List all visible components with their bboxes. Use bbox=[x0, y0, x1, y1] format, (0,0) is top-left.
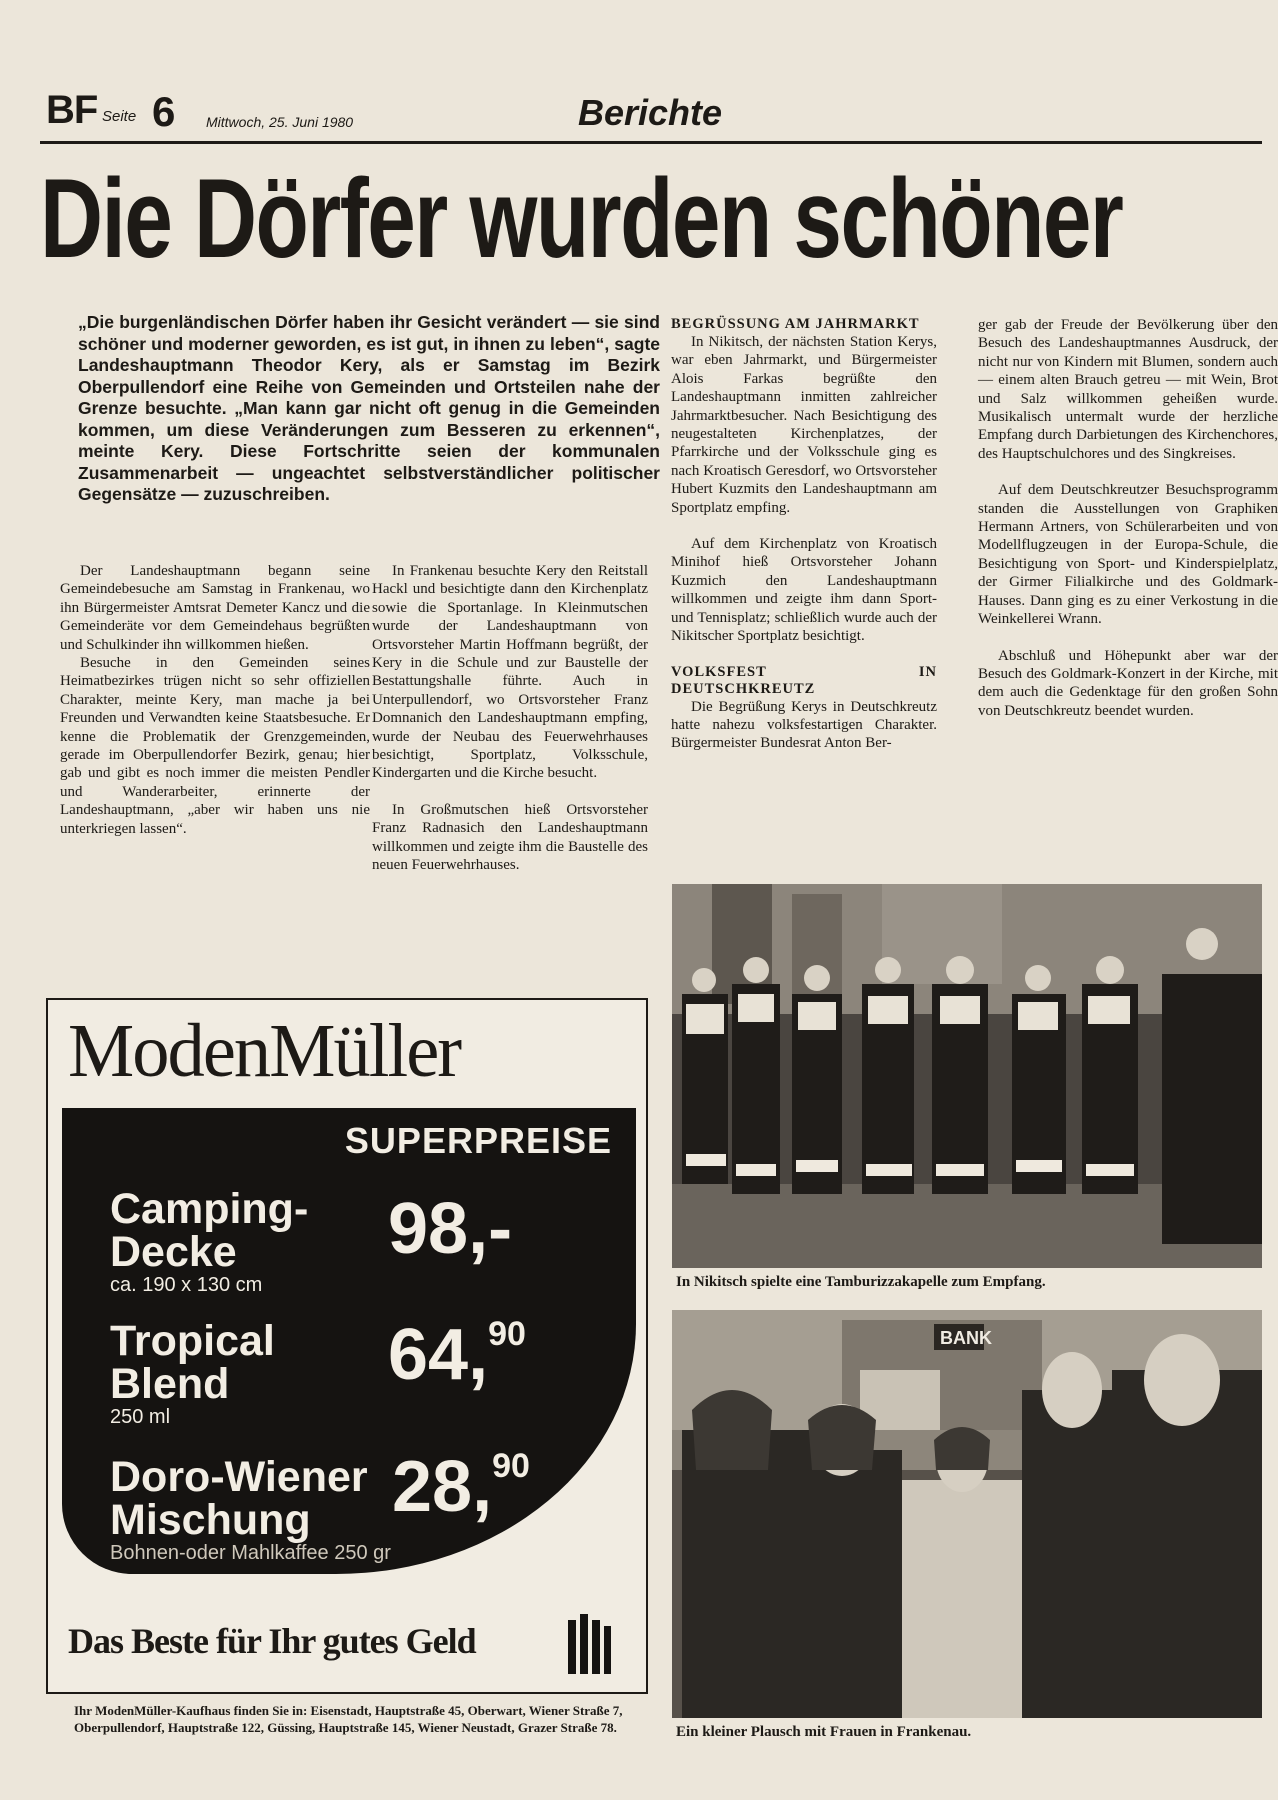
lead-paragraph: „Die burgenländischen Dörfer haben ihr Gesicht verändert — sie sind schöner und moderner geworden, es ist gut, in ihnen zu leben“, sagte Landeshauptmann Theodor Kery, als er Samstag im Bezirk Oberpullendorf eine Reihe von Gemeinden und Ortsteilen nahe der Grenze besuchte. „Man kann gar nicht oft genug in die Gemeinden kommen, um diese Veränderungen zum Besseren zu erkennen“, meinte Kery. Diese Fortschritte seien der kommunalen Zusammenarbeit — ungeachtet selbstverständlicher politischer Gegensätze — zuzuschreiben. bbox=[78, 312, 660, 504]
photo-image bbox=[672, 1310, 1262, 1718]
header-rule bbox=[40, 141, 1262, 144]
ad-superpreise: SUPERPREISE bbox=[344, 1120, 612, 1161]
paragraph: Besuche in den Gemeinden seines Heimatbezirkes trügen nicht so sehr offiziellen Charakter, meinte Kery, man mache ja bei Freunden und Verwandten keine Staatsbesuche. Er kenne die Problematik der Grenzgemeinden, gerade im Oberpullendorfer Bezirk, genau; hier gab und gibt es noch immer die meisten Pendler und Wanderarbeiter, erinnerte der Landeshauptmann, „aber wir haben uns nie unterkriegen lassen“. bbox=[60, 655, 370, 837]
advertisement bbox=[46, 998, 648, 1694]
section-title: Berichte bbox=[578, 92, 723, 133]
article-column-4 bbox=[978, 316, 1278, 720]
ad-item-price: 98,- bbox=[388, 1189, 513, 1269]
issue-date: Mittwoch, 25. Juni 1980 bbox=[206, 114, 354, 130]
ad-item-name: Tropical bbox=[110, 1317, 275, 1365]
ad-item bbox=[110, 1317, 275, 1429]
ad-price-main: 28, bbox=[392, 1447, 493, 1527]
paragraph: Abschluß und Höhepunkt aber war der Besuch des Goldmark-Konzert in der Kirche, mit dem auch die Gedenktage für den großen Sohn von Deutschkreutz beendet wurden. bbox=[978, 647, 1278, 719]
page-label: Seite bbox=[102, 108, 137, 125]
subheading: BEGRÜSSUNG AM JAHRMARKT bbox=[671, 316, 920, 332]
ad-item-price bbox=[388, 1314, 526, 1396]
ad-item-detail: 250 ml bbox=[110, 1406, 171, 1428]
ad-slogan: Das Beste für Ihr gutes Geld bbox=[68, 1621, 476, 1661]
paragraph: In Großmutschen hieß Ortsvorsteher Franz Radnasich den Landeshauptmann willkommen und zeigte ihm die Baustelle des neuen Feuerwehrhauses. bbox=[372, 801, 648, 874]
ad-price-panel bbox=[62, 1108, 636, 1574]
ad-price-cents: 90 bbox=[488, 1315, 526, 1353]
ad-item-name: Blend bbox=[110, 1360, 230, 1408]
ad-address-line: Ihr ModenMüller-Kaufhaus finden Sie in: Eisenstadt, Hauptstraße 45, Oberwart, Wiener Straße 7, Oberpullendorf, Hauptstraße 122, Güssing, Hauptstraße 145, Wiener Neustadt, Grazer Straße 78. bbox=[74, 1703, 623, 1735]
article-column-1 bbox=[60, 562, 370, 838]
ad-item bbox=[110, 1185, 309, 1297]
photo-caption: Ein kleiner Plausch mit Frauen in Frankenau. bbox=[676, 1724, 972, 1740]
ad-price-cents: 90 bbox=[492, 1447, 530, 1485]
paragraph: Auf dem Kirchenplatz von Kroatisch Minihof hieß Ortsvorsteher Johann Kuzmich den Landeshauptmann willkommen und zeigte ihm dann Sport- und Tennisplatz; schließlich wurde auch der Nikitscher Sportplatz besichtigt. bbox=[671, 536, 937, 645]
page-number: 6 bbox=[152, 88, 176, 135]
article-column-2 bbox=[372, 562, 648, 875]
photo-caption: In Nikitsch spielte eine Tamburizzakapelle zum Empfang. bbox=[676, 1274, 1046, 1290]
ad-item bbox=[110, 1453, 391, 1565]
newspaper-logo: BF bbox=[46, 88, 98, 132]
ad-brand: ModenMüller bbox=[68, 1009, 461, 1093]
ad-item-price bbox=[392, 1446, 530, 1528]
bank-sign: BANK bbox=[940, 1328, 992, 1348]
ad-price-main: 64, bbox=[388, 1315, 489, 1395]
ad-logo-icon bbox=[566, 1614, 612, 1674]
ad-item-name: Camping- bbox=[110, 1185, 309, 1233]
headline: Die Dörfer wurden schöner bbox=[40, 156, 1123, 281]
paragraph: Auf dem Deutschkreutzer Besuchsprogramm standen die Ausstellungen von Graphiken Hermann Artners, von Schülerarbeiten und von Modellflugzeugen in der Europa-Schule, die Besichtigung von Sport- und Kinderspielplatz, der Girmer Filialkirche und des Goldmark-Hauses. Dann ging es zu einer Verkostung in die Weinkellerei Wrann. bbox=[978, 482, 1278, 628]
ad-item-detail: Bohnen-oder Mahlkaffee 250 gr bbox=[110, 1542, 391, 1564]
article-column-3 bbox=[671, 316, 937, 753]
photo-tamburizza-band bbox=[672, 884, 1262, 1268]
photo-image bbox=[672, 884, 1262, 1268]
paragraph: Der Landeshauptmann begann seine Gemeindebesuche am Samstag in Frankenau, wo ihn Bürgermeister Amtsrat Demeter Kancz und die Gemeinderäte vor dem Gemeindehaus begrüßten und Schulkinder ihn willkommen hießen. bbox=[60, 563, 370, 653]
ad-item-name: Mischung bbox=[110, 1496, 311, 1544]
paragraph: In Nikitsch, der nächsten Station Kerys, war eben Jahrmarkt, und Bürgermeister Alois Farkas begrüßte den Landeshauptmann inmitten zahlreicher Jahrmarktbesucher. Nach Besichtigung des neugestalteten Kirchenplatzes, der Pfarrkirche und der Volksschule ging es nach Kroatisch Geresdorf, wo Ortsvorsteher Hubert Kuzmits den Landeshauptmann am Sportplatz empfing. bbox=[671, 334, 937, 516]
ad-item-detail: ca. 190 x 130 cm bbox=[110, 1274, 263, 1296]
paragraph: ger gab der Freude der Bevölkerung über den Besuch des Landeshauptmannes Ausdruck, der nicht nur von Kindern mit Blumen, sondern auch — einem alten Brauch getreu — mit Wein, Brot und Salz willkommen geheißen wurde. Musikalisch untermalt wurde der herzliche Empfang durch Darbietungen des Kirchenchores, des Hauptschulchores und des Singkreises. bbox=[978, 317, 1278, 462]
paragraph: Die Begrüßung Kerys in Deutschkreutz hatte nahezu volksfestartigen Charakter. Bürgermeister Bundesrat Anton Ber- bbox=[671, 698, 937, 752]
photo-chat-with-women bbox=[672, 1310, 1262, 1718]
paragraph: In Frankenau besuchte Kery den Reitstall Hackl und besichtigte dann den Kirchenplatz sowie die Sportanlage. In Kleinmutschen wurde der Landeshauptmann von Ortsvorsteher Martin Hoffmann begrüßt, der Kery in die Schule und zur Baustelle der Bestattungshalle führte. Auch in Unterpullendorf, wo Ortsvorsteher Franz Domnanich den Landeshauptmann empfing, wurde der Neubau des Feuerwehrhauses besichtigt, Sportplatz, Volksschule, Kindergarten und die Kirche besucht. bbox=[372, 563, 648, 782]
ad-item-name: Decke bbox=[110, 1228, 237, 1276]
ad-item-name: Doro-Wiener bbox=[110, 1453, 368, 1501]
subheading: VOLKSFEST IN DEUTSCHKREUTZ bbox=[671, 663, 937, 697]
